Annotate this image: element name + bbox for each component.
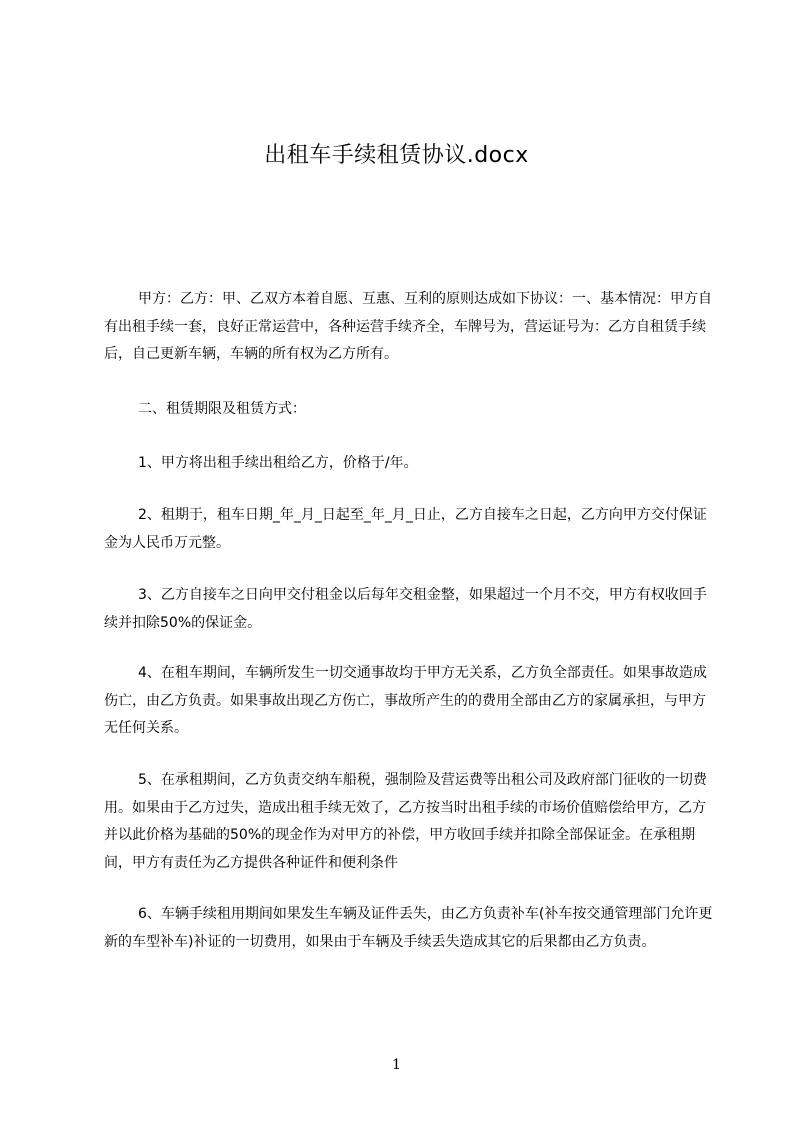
clause-1-price: 1、甲方将出租手续出租给乙方，价格于/年。 [138, 455, 418, 471]
clause-4-accidents: 4、在租车期间，车辆所发生一切交通事故均于甲方无关系，乙方负全部责任。如果事故造成伤亡，由乙方负责。如果事故出现乙方伤亡，事故所产生的的费用全部由乙方的家属承担，与甲方无任何关系。 [104, 665, 707, 736]
clause-3-rent-payment: 3、乙方自接车之日向甲交付租金以后每年交租金整，如果超过一个月不交，甲方有权收回手续并扣除50%的保证金。 [104, 587, 707, 631]
clause-5-fees: 5、在承租期间，乙方负责交纳车船税，强制险及营运费等出租公司及政府部门征收的一切费用。如果由于乙方过失，造成出租手续无效了，乙方按当时出租手续的市场价值赔偿给甲方，乙方并以此价格为基础的50%的现金作为对甲方的补偿，甲方收回手续并扣除全部保证金。在承租期间，甲方有责任为乙方提供各种证件和便利条件 [104, 772, 707, 871]
clause-2-lease-period: 2、租期于，租车日期_年_月_日起至_年_月_日止，乙方自接车之日起，乙方向甲方交付保证金为人民币万元整。 [104, 507, 707, 551]
section-heading-lease-term: 二、租赁期限及租赁方式： [138, 401, 306, 417]
page-number: 1 [392, 1057, 401, 1073]
paragraph-basic-info: 甲方：乙方：甲、乙双方本着自愿、互惠、互利的原则达成如下协议：一、基本情况：甲方自有出租手续一套，良好正常运营中，各种运营手续齐全，车牌号为，营运证号为：乙方自租赁手续后，自己更新车辆，车辆的所有权为乙方所有。 [104, 291, 712, 362]
clause-6-loss: 6、车辆手续租用期间如果发生车辆及证件丢失，由乙方负责补车(补车按交通管理部门允许更新的车型补车)补证的一切费用，如果由于车辆及手续丢失造成其它的后果都由乙方负责。 [104, 906, 713, 950]
document-title: 出租车手续租赁协议.docx [264, 143, 529, 168]
